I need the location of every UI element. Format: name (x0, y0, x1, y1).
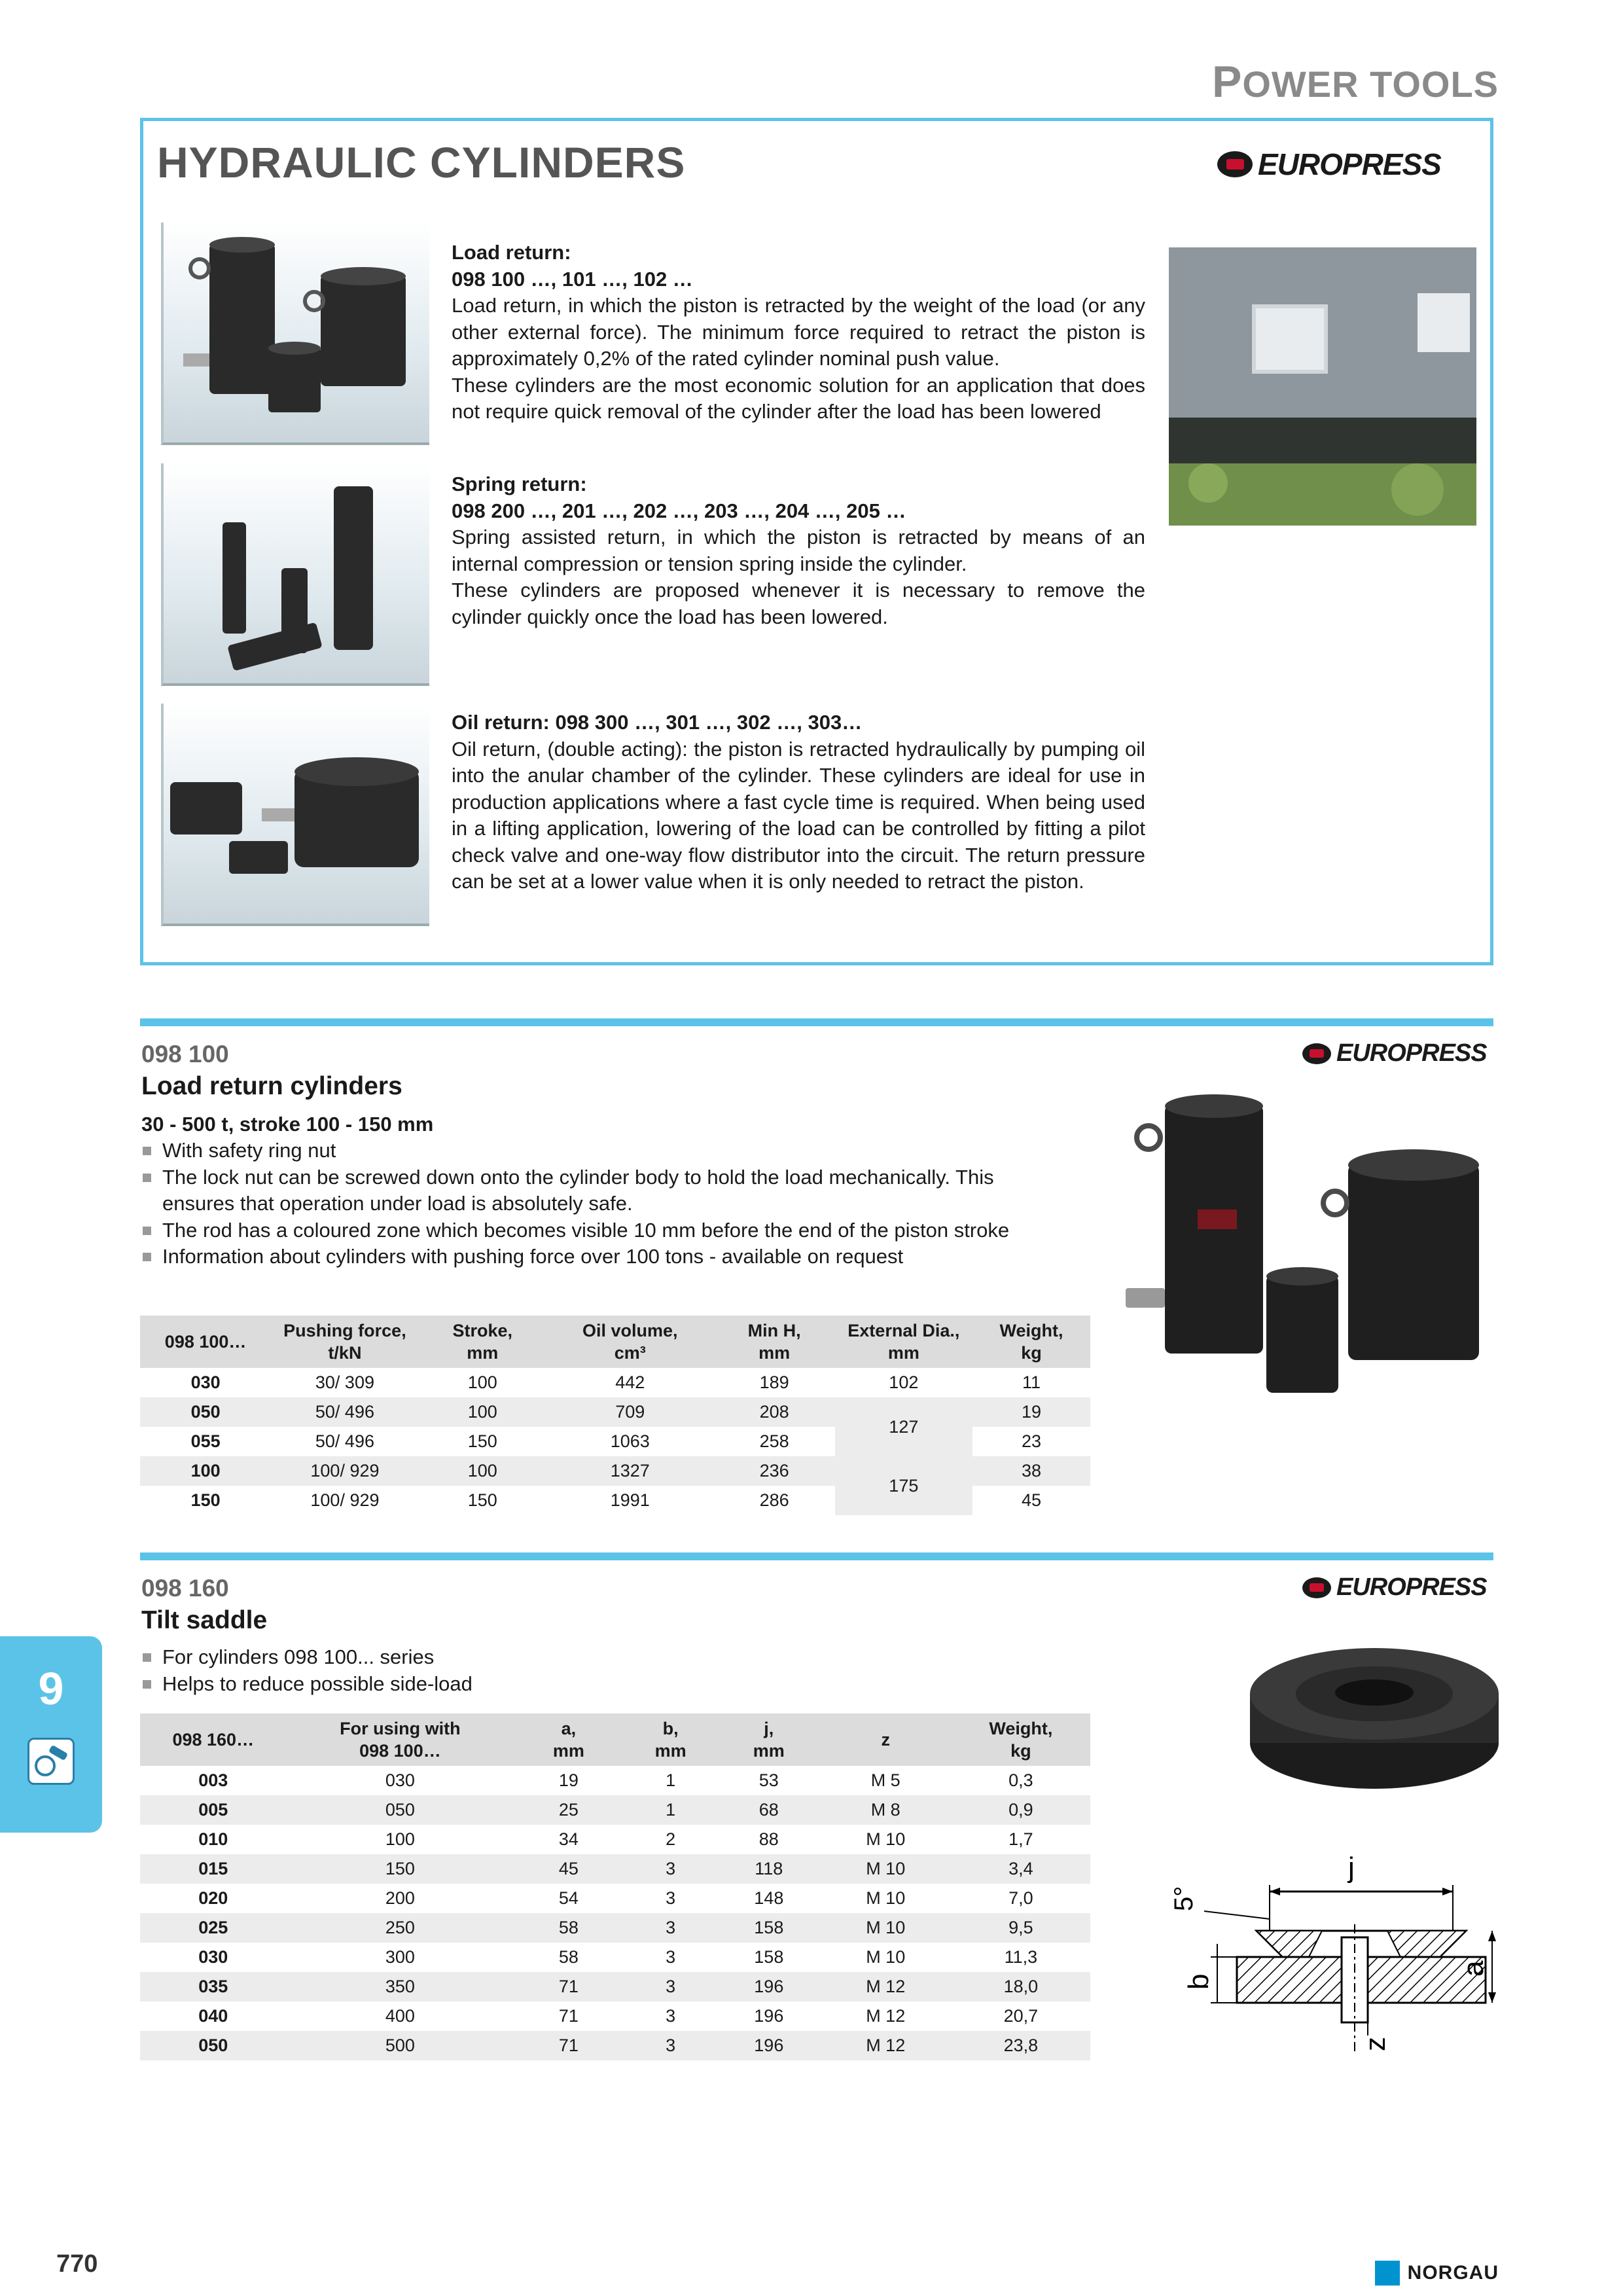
column-header: j, mm (718, 1713, 820, 1766)
table-cell: 196 (718, 1972, 820, 2001)
list-item: Information about cylinders with pushing force over 100 tons - available on request (141, 1244, 1071, 1270)
table-header-row (140, 1713, 1090, 1766)
load-return-cylinders-photo (161, 223, 429, 445)
table-row: 030 30/ 309 100 442 189 102 11 (190, 1372, 1041, 1392)
table-row (140, 1854, 1090, 1884)
cylinders-illustration (164, 463, 432, 686)
table-cell: 23,8 (952, 2031, 1090, 2060)
table-cell: M 12 (866, 2006, 906, 2026)
spec-table (140, 1713, 1090, 2060)
table-cell: 020 (198, 1888, 228, 1908)
table-cell: 88 (758, 1829, 779, 1849)
table-cell: 19 (558, 1770, 579, 1790)
section-divider (140, 1018, 1493, 1026)
table-cell: 3 (666, 1947, 676, 1967)
column-header: External Dia., mm (835, 1316, 972, 1368)
cylinders-illustration (164, 704, 432, 926)
table-cell: 7,0 (1008, 1888, 1033, 1908)
table-cell: 196 (754, 2006, 784, 2026)
chapter-number: 9 (38, 1663, 64, 1714)
table-cell: 3 (623, 1972, 718, 2001)
table-row: 100 100/ 929 100 1327 236 175 38 (140, 1456, 1090, 1486)
table-cell: 53 (758, 1770, 779, 1790)
table-cell: 20,7 (1003, 2006, 1039, 2026)
dimension-j: j (1348, 1852, 1355, 1884)
table-cell: M 10 (866, 1829, 906, 1849)
table-row (140, 1795, 1090, 1825)
list-item: With safety ring nut (141, 1138, 1071, 1164)
table-cell: 34 (558, 1829, 579, 1849)
table-cell: M 10 (820, 1854, 952, 1884)
section-divider (140, 1552, 1493, 1560)
product-code: 098 100 (141, 1041, 229, 1067)
table-cell: 015 (140, 1854, 287, 1884)
europress-logo-icon (1302, 1577, 1331, 1598)
table-cell: 3 (666, 2006, 676, 2026)
table-cell: 58 (514, 1913, 623, 1943)
table-cell: 250 (287, 1913, 514, 1943)
load-return-text: Load return: 098 100 …, 101 …, 102 … Load return, in which the piston is retracted by the weight of the load (or any other external force). The minimum force required to retract the piston is approximately 0,2% of the rated cylinder nominal push value. These cylinders are the most economic solution for an application that does not require quick removal of the cylinder after the load has been lowered (452, 241, 1145, 423)
europress-logo-icon (1302, 1043, 1331, 1064)
table-row (140, 2031, 1090, 2060)
table-cell: 3 (623, 1913, 718, 1943)
table-row (140, 1972, 1090, 2001)
building-illustration (1169, 247, 1476, 526)
table-cell: 45 (514, 1854, 623, 1884)
grinder-icon (27, 1738, 75, 1785)
list-item: Helps to reduce possible side-load (141, 1671, 1071, 1698)
table-row (140, 1884, 1090, 1913)
table-cell: 3 (666, 1888, 676, 1908)
table-cell: 1 (666, 1770, 676, 1790)
feature-list (141, 1138, 1071, 1270)
building-lifting-photo (1169, 247, 1476, 526)
column-header: b, mm (623, 1713, 718, 1766)
table-row (140, 1943, 1090, 1972)
table-cell: 11,3 (1004, 1947, 1038, 1967)
column-header: For using with 098 100… (287, 1713, 514, 1766)
table-cell: 0,9 (952, 1795, 1090, 1825)
column-header: z (820, 1713, 952, 1766)
table-cell: 050 (287, 1795, 514, 1825)
table-cell: 68 (718, 1795, 820, 1825)
feature-list (141, 1644, 1071, 1697)
table-cell: 010 (198, 1829, 228, 1849)
table-cell: 58 (558, 1947, 579, 1967)
table-cell: 0,3 (1008, 1770, 1033, 1790)
table-cell: 150 (287, 1854, 514, 1884)
spec-table (140, 1316, 1090, 1515)
table-cell: 030 (385, 1770, 415, 1790)
oil-return-text: Oil return: 098 300 …, 301 …, 302 …, 303… Oil return, (double acting): the piston is retracted hydraulically by pumping oil into the anular chamber of the cylinder. These cylinders are ideal for use in production applications where a fast cycle time is required. When being used in a lifting application, lowering of the load can be controlled by fitting a pilot check valve and one-way flow distributor into the circuit. The return pressure can be set at a lower value when it is only needed to retract the piston. (452, 711, 1145, 893)
table-cell: M 10 (820, 1913, 952, 1943)
table-cell: 300 (385, 1947, 415, 1967)
norgau-logo: NORGAU (1375, 2261, 1499, 2286)
spring-return-cylinders-photo (161, 463, 429, 686)
table-cell: 050 (140, 2031, 287, 2060)
column-header: Oil volume, cm³ (546, 1316, 714, 1368)
column-header: Pushing force, t/kN (271, 1316, 418, 1368)
table-cell: 71 (514, 1972, 623, 2001)
column-header: a, mm (514, 1713, 623, 1766)
table-cell: 500 (287, 2031, 514, 2060)
table-row (140, 1825, 1090, 1854)
dimension-angle: 5° (1169, 1886, 1198, 1911)
spec-line: 30 - 500 t, stroke 100 - 150 mm (141, 1113, 434, 1136)
page-title: HYDRAULIC CYLINDERS (157, 138, 686, 187)
table-row: 050 50/ 496 100 709 208 127 19 (140, 1397, 1090, 1427)
spring-return-text: Spring return: 098 200 …, 201 …, 202 …, 203 …, 204 …, 205 … Spring assisted return, in which the piston is retracted by means of an internal compression or tension spring inside the cylinder. These cylinders are proposed whenever it is necessary to remove the cylinder quickly once the load has been lowered. (452, 473, 1145, 628)
europress-logo-icon (1217, 151, 1253, 177)
table-cell: 3 (623, 2031, 718, 2060)
table-cell: 1,7 (1008, 1829, 1033, 1849)
table-cell: 005 (140, 1795, 287, 1825)
table-cell: 035 (140, 1972, 287, 2001)
column-header: 098 100… (140, 1316, 271, 1368)
dimension-drawing (1152, 1846, 1505, 2068)
dimension-a: a (1457, 1960, 1489, 1977)
cylinders-illustration (1126, 1092, 1499, 1412)
dimension-b: b (1183, 1973, 1215, 1990)
list-item: For cylinders 098 100... series (141, 1644, 1071, 1671)
tilt-saddle-photo (1237, 1628, 1512, 1792)
page-number: 770 (56, 2250, 98, 2278)
table-cell: 3,4 (952, 1854, 1090, 1884)
table-cell: 025 (140, 1913, 287, 1943)
table-cell: 25 (514, 1795, 623, 1825)
table-cell: 158 (754, 1947, 784, 1967)
table-row (140, 2001, 1090, 2031)
table-row: 150 100/ 929 150 1991 286 45 (190, 1490, 1042, 1510)
table-cell: 148 (754, 1888, 784, 1908)
column-header: Weight, kg (972, 1316, 1090, 1368)
load-return-cylinders-product-photo (1126, 1092, 1499, 1412)
list-item: The lock nut can be screwed down onto the cylinder body to hold the load mechanically. This ensures that operation under load is absolutely safe. (141, 1164, 1071, 1217)
table-row (140, 1913, 1090, 1943)
table-cell: 040 (198, 2006, 228, 2026)
table-cell: 100 (385, 1829, 415, 1849)
table-cell: 54 (558, 1888, 579, 1908)
column-header: Min H, mm (714, 1316, 835, 1368)
section-title: POWER TOOLS (1212, 57, 1499, 107)
table-cell: M 8 (820, 1795, 952, 1825)
table-cell: 1 (623, 1795, 718, 1825)
column-header: 098 160… (140, 1713, 287, 1766)
table-cell: 9,5 (952, 1913, 1090, 1943)
table-cell: 030 (198, 1947, 228, 1967)
saddle-illustration (1237, 1628, 1512, 1792)
table-cell: 196 (718, 2031, 820, 2060)
table-cell: 71 (514, 2031, 623, 2060)
table-cell: 18,0 (952, 1972, 1090, 2001)
table-cell: 350 (287, 1972, 514, 2001)
table-row: 055 50/ 496 150 1063 258 23 (190, 1431, 1042, 1451)
product-code: 098 160 (141, 1575, 229, 1602)
table-cell: M 12 (820, 1972, 952, 2001)
table-cell: 158 (718, 1913, 820, 1943)
table-cell: M 10 (866, 1888, 906, 1908)
europress-logo: EUROPRESS (1302, 1573, 1487, 1602)
product-title: Load return cylinders (141, 1072, 402, 1100)
cylinders-illustration (164, 223, 432, 445)
table-cell: 71 (558, 2006, 579, 2026)
product-title: Tilt saddle (141, 1606, 268, 1634)
dimension-z: z (1359, 2037, 1391, 2051)
table-cell: M 5 (870, 1770, 901, 1790)
table-cell: 200 (385, 1888, 415, 1908)
tilt-saddle-diagram (1152, 1846, 1505, 2068)
table-cell: M 10 (866, 1947, 906, 1967)
table-cell: 3 (623, 1854, 718, 1884)
table-cell: 2 (666, 1829, 676, 1849)
norgau-logo-icon (1375, 2261, 1400, 2286)
list-item: The rod has a coloured zone which becomes visible 10 mm before the end of the piston stroke (141, 1217, 1071, 1244)
column-header: Weight, kg (952, 1713, 1090, 1766)
table-cell: M 12 (820, 2031, 952, 2060)
oil-return-cylinders-photo (161, 704, 429, 926)
table-cell: 118 (718, 1854, 820, 1884)
table-cell: 400 (385, 2006, 415, 2026)
europress-logo: EUROPRESS (1217, 147, 1441, 182)
column-header: Stroke, mm (419, 1316, 546, 1368)
table-cell: 003 (198, 1770, 228, 1790)
table-header-row (140, 1316, 1090, 1368)
europress-logo: EUROPRESS (1302, 1039, 1487, 1067)
table-row (140, 1766, 1090, 1795)
